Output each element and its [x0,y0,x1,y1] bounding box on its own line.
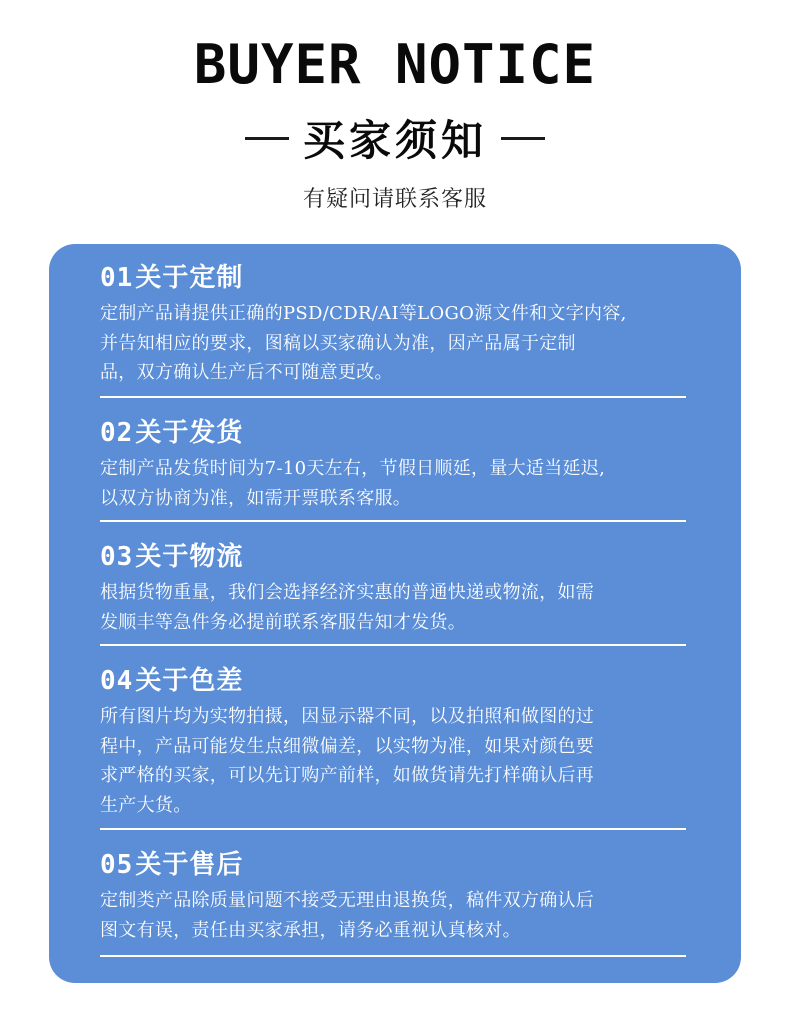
section-heading [100,416,690,450]
section-heading-text: 关于色差 [135,666,244,696]
section-heading-text: 关于物流 [135,542,244,572]
notice-section-shipping [100,416,690,513]
section-heading-text: 关于定制 [135,263,244,293]
notice-section-customization [100,261,690,388]
page-title: BUYER NOTICE [193,33,597,96]
section-line: 以双方协商为准，如需开票联系客服。 [100,487,412,509]
section-divider [100,828,686,830]
section-line: 根据货物重量，我们会选择经济实惠的普通快递或物流，如需 [100,582,595,603]
notice-section-logistics [100,540,690,637]
section-number: 04 [100,666,134,696]
section-line: 图文有误，责任由买家承担，请务必重视认真核对。 [100,919,521,941]
section-number: 03 [100,542,134,572]
section-line: 品，双方确认生产后不可随意更改。 [100,362,393,383]
section-divider [100,396,686,398]
section-body [100,454,690,513]
chinese-title: 买家须知 [302,116,487,165]
section-heading-text: 关于售后 [135,850,244,880]
notice-section-after-sales [100,848,690,945]
section-number: 01 [100,263,134,293]
chinese-title-row [0,112,790,164]
section-line: 定制产品发货时间为7-10天左右，节假日顺延，量大适当延迟, [100,458,606,479]
section-line: 程中，产品可能发生点细微偏差，以实物为准，如果对颜色要 [100,735,595,757]
section-line: 并告知相应的要求，图稿以买家确认为准，因产品属于定制 [100,332,576,354]
section-body [100,886,690,945]
section-heading [100,848,690,882]
section-number: 02 [100,418,134,448]
section-body [100,702,690,820]
section-divider [100,520,686,522]
section-line: 求严格的买家，可以先订购产前样，如做货请先打样确认后再 [100,765,595,786]
section-body [100,578,690,637]
section-body [100,299,690,388]
notice-section-color-difference [100,664,690,820]
title-left-dash [245,137,289,140]
section-line: 定制产品请提供正确的PSD/CDR/AI等LOGO源文件和文字内容, [100,303,627,324]
section-number: 05 [100,850,134,880]
section-line: 定制类产品除质量问题不接受无理由退换货，稿件双方确认后 [100,890,595,911]
section-heading [100,261,690,295]
section-line: 所有图片均为实物拍摄，因显示器不同，以及拍照和做图的过 [100,706,595,727]
section-heading-text: 关于发货 [135,418,244,448]
title-right-dash [501,137,545,140]
subtitle: 有疑问请联系客服 [302,187,487,212]
section-divider [100,955,686,957]
section-line: 生产大货。 [100,794,192,816]
section-divider [100,644,686,646]
section-heading [100,664,690,698]
section-line: 发顺丰等急件务必提前联系客服告知才发货。 [100,611,466,633]
section-heading [100,540,690,574]
